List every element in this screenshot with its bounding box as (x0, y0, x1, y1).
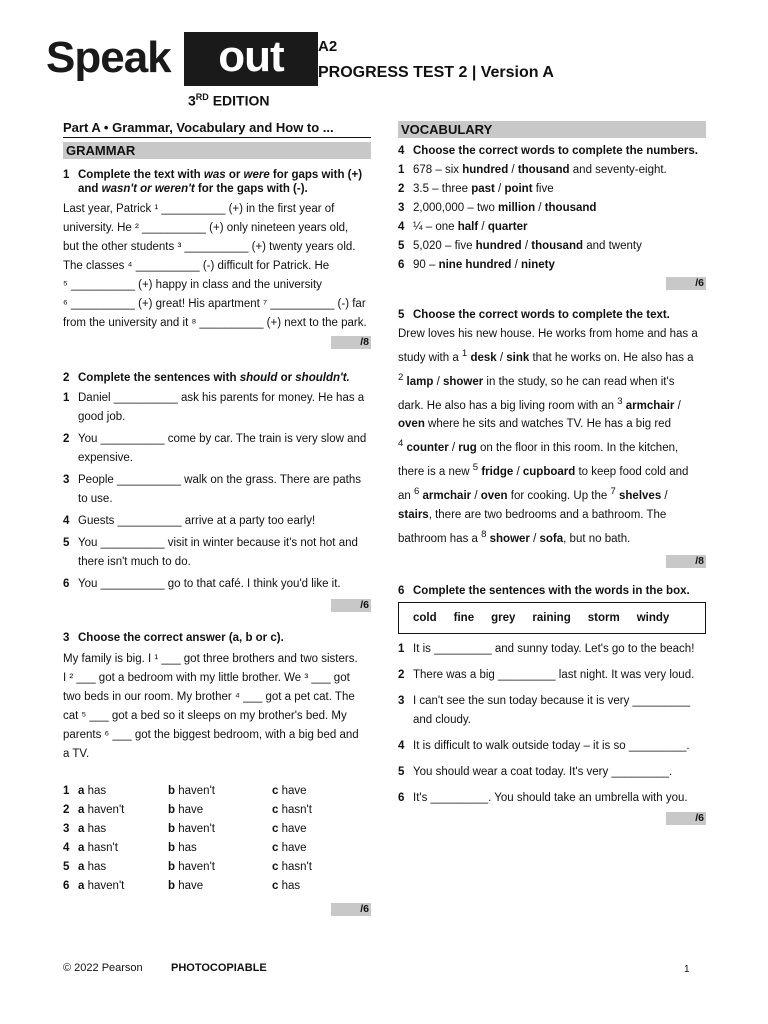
option-word: sofa (539, 532, 564, 545)
option-word: sink (506, 351, 530, 364)
option-word: desk (470, 351, 497, 364)
q1-instr-or: or (225, 169, 244, 181)
photocopiable-label: PHOTOCOPIABLE (171, 962, 267, 974)
item-text: Daniel __________ ask his parents for money. He has a good job. (78, 392, 365, 423)
text: , but no bath. (563, 532, 631, 545)
text: where he sits and watches TV. He has a big red (424, 418, 671, 431)
option-word: armchair (625, 399, 675, 412)
q4-instr-text: Choose the correct words to complete the numbers. (413, 145, 698, 157)
q6-item (398, 692, 706, 730)
edition-ordinal: 3 (188, 92, 196, 109)
q4-items (398, 161, 706, 275)
option-a: haven't (87, 880, 125, 892)
gap-number: 2 (398, 371, 404, 383)
gap-number: 7 (610, 486, 616, 498)
item-text: It is _________ and sunny today. Let's go to the beach! (413, 642, 695, 655)
option-word: oven (480, 489, 508, 502)
q5-line (398, 434, 706, 458)
q2-score: /6 (331, 599, 371, 612)
q2-item (63, 575, 371, 594)
item-text: I can't see the sun today because it is very _________ and cloudy. (413, 694, 691, 726)
option-word: past (471, 183, 495, 195)
option-number: 3 (63, 823, 70, 835)
item-number: 1 (398, 164, 405, 176)
slash: / (511, 259, 522, 271)
logo-word-out: out (184, 32, 318, 86)
q6-items (398, 640, 706, 808)
q5-line (398, 506, 706, 525)
grammar-band: GRAMMAR (63, 142, 371, 159)
box-word: grey (491, 611, 516, 624)
q6-item (398, 789, 706, 808)
q6-item (398, 737, 706, 756)
q5-text (398, 325, 706, 549)
box-word: cold (413, 611, 437, 624)
q3-instruction (63, 631, 371, 645)
item-pre: 3.5 – three (413, 183, 472, 195)
item-text: You __________ go to that café. I think you'd like it. (78, 578, 341, 590)
option-word: thousand (517, 164, 570, 176)
item-number: 3 (398, 202, 405, 214)
item-number: 4 (398, 221, 405, 233)
slash: / (513, 466, 523, 479)
q2-items (63, 389, 371, 594)
item-pre: 90 – (413, 259, 439, 271)
vocabulary-band: VOCABULARY (398, 121, 706, 138)
q5-line (398, 392, 706, 416)
item-text: Guests __________ arrive at a party too early! (78, 515, 316, 527)
text: an (398, 489, 414, 502)
edition-label (188, 92, 269, 109)
item-post: five (532, 183, 554, 195)
item-number: 1 (398, 642, 405, 655)
q4-item (398, 180, 706, 199)
q1-instr-was: was (203, 169, 226, 181)
q3-line: parents ⁶ ___ got the biggest bedroom, with a big bed and (63, 729, 359, 741)
right-column (398, 121, 706, 828)
option-word: lamp (406, 375, 434, 388)
text: there is a new (398, 466, 473, 479)
slash: / (496, 351, 507, 364)
item-number: 5 (398, 765, 405, 778)
q1-instr-text2: for gaps with (+) and (78, 169, 363, 195)
q1-instruction (63, 168, 371, 196)
option-word: armchair (422, 489, 472, 502)
q2-instr-text: Complete the sentences with (78, 372, 240, 384)
option-b: haven't (178, 785, 215, 797)
q2-item (63, 430, 371, 468)
slash: / (494, 183, 505, 195)
edition-suffix: RD (195, 92, 209, 102)
q3-score: /6 (331, 903, 371, 916)
q3-option-row: 1 a has b haven't c have (63, 782, 371, 801)
box-word: fine (453, 611, 475, 624)
q3-option-row: 3 a has b haven't c have (63, 820, 371, 839)
q2-item (63, 534, 371, 572)
option-c: hasn't (281, 804, 312, 816)
item-post: and twenty (583, 240, 642, 252)
option-word: thousand (531, 240, 583, 252)
q6-item (398, 763, 706, 782)
option-word: point (504, 183, 533, 195)
q1-instr-text3: for the gaps with (-). (194, 183, 308, 195)
q3-text (63, 650, 371, 764)
item-number: 2 (398, 668, 405, 681)
q6-item (398, 640, 706, 659)
q1-text (63, 200, 371, 333)
slash: / (529, 532, 540, 545)
item-number: 4 (398, 739, 405, 752)
q1-instr-were: were (243, 169, 270, 181)
q4-item (398, 256, 706, 275)
text: bathroom has a (398, 532, 482, 545)
q6-score: /6 (666, 812, 706, 825)
option-c: have (281, 823, 307, 835)
q3-line: two beds in our room. My brother ⁴ ___ got a pet cat. The (63, 691, 355, 703)
slash: / (433, 375, 443, 388)
page-number: 1 (684, 964, 690, 975)
option-a: has (87, 823, 107, 835)
option-word: hundred (475, 240, 522, 252)
q3-line: cat ⁵ ___ got a bed so it sleeps on my brother's bed. My (63, 710, 347, 722)
item-number: 6 (63, 578, 70, 590)
option-b: has (178, 842, 197, 854)
q2-item (63, 389, 371, 427)
option-number: 6 (63, 880, 70, 892)
option-c: have (281, 785, 307, 797)
gap-number: 4 (398, 438, 404, 450)
option-word: thousand (544, 202, 597, 214)
q1-line: Last year, Patrick ¹ __________ (+) in the first year of (63, 203, 335, 215)
word-box (398, 602, 706, 634)
text: for cooking. Up the (507, 489, 611, 502)
edition-word: EDITION (212, 92, 270, 109)
level-label: A2 (318, 38, 338, 55)
q1-line: but the other students ³ __________ (+) twenty years old. (63, 241, 356, 253)
item-number: 4 (63, 515, 70, 527)
item-number: 3 (398, 694, 405, 707)
slash: / (508, 164, 518, 176)
gap-number: 3 (617, 395, 623, 407)
box-word: windy (636, 611, 670, 624)
q3-option-row: 4 a hasn't b has c have (63, 839, 371, 858)
item-text: It is difficult to walk outside today – it is so _________. (413, 739, 690, 752)
q5-score: /8 (666, 555, 706, 568)
item-pre: 5,020 – five (413, 240, 476, 252)
q4-item (398, 199, 706, 218)
option-word: stairs (398, 508, 429, 521)
gap-number: 1 (461, 348, 468, 359)
q3-options (63, 782, 371, 896)
q6-item (398, 666, 706, 685)
left-column (63, 120, 371, 916)
q1-instr-neg: wasn't or weren't (101, 183, 195, 195)
item-text: You should wear a coat today. It's very _________. (413, 765, 673, 778)
option-b: haven't (178, 823, 215, 835)
item-text: There was a big _________ last night. It was very loud. (413, 668, 695, 681)
q4-score: /6 (666, 277, 706, 290)
q2-instr-or: or (277, 372, 296, 384)
text: dark. He also has a big living room with an (398, 399, 618, 412)
q3-instr-text: Choose the correct answer (a, b or c). (78, 632, 284, 644)
option-b: haven't (178, 861, 215, 873)
item-pre: 2,000,000 – two (413, 202, 499, 214)
option-word: half (457, 221, 479, 233)
option-word: shower (442, 375, 484, 388)
q1-line: from the university and it ⁸ __________ (+) next to the park. (63, 317, 367, 329)
text: to keep food cold and (575, 466, 689, 479)
q1-instr-text: Complete the text with (78, 169, 204, 181)
q1-line: university. He ² __________ (+) only nineteen years old, (63, 222, 349, 234)
option-number: 1 (63, 785, 70, 797)
option-a: has (87, 785, 107, 797)
item-text: People __________ walk on the grass. There are paths to use. (78, 474, 362, 505)
q2-item (63, 471, 371, 509)
text: / (661, 489, 668, 502)
item-number: 2 (398, 183, 405, 195)
option-c: have (281, 842, 307, 854)
option-b: have (178, 880, 204, 892)
text: that he works on. He also has a (529, 351, 694, 364)
q3-option-row: 6 a haven't b have c has (63, 877, 371, 896)
gap-number: 5 (472, 462, 479, 474)
option-word: shower (489, 532, 530, 545)
box-word: raining (532, 611, 571, 624)
q6-instruction (398, 584, 706, 598)
item-number: 5 (398, 240, 405, 252)
item-number: 1 (63, 392, 70, 404)
item-text: You __________ come by car. The train is very slow and expensive. (78, 433, 367, 464)
option-word: nine hundred (438, 259, 512, 271)
q3-line: I ² ___ got a bedroom with my little brother. We ³ ___ got (63, 672, 350, 684)
item-pre: ¼ – one (413, 221, 458, 233)
q6-instr-text: Complete the sentences with the words in the box. (413, 584, 690, 597)
option-number: 4 (63, 842, 70, 854)
option-c: hasn't (281, 861, 312, 873)
option-word: rug (458, 442, 477, 455)
q5-line (398, 415, 706, 434)
q6-number: 6 (398, 584, 405, 597)
gap-number: 6 (414, 486, 420, 498)
option-a: haven't (87, 804, 125, 816)
text: / (674, 399, 681, 412)
item-number: 6 (398, 791, 405, 804)
option-a: has (87, 861, 107, 873)
box-word: storm (587, 611, 620, 624)
q2-instruction (63, 371, 371, 385)
text: in the study, so he can read when it's (483, 375, 675, 388)
q5-line (398, 525, 706, 549)
item-pre: 678 – six (413, 164, 463, 176)
option-word: oven (398, 418, 425, 431)
item-number: 5 (63, 537, 70, 549)
q1-line: ⁵ __________ (+) happy in class and the university (63, 279, 322, 291)
q3-option-row: 2 a haven't b have c hasn't (63, 801, 371, 820)
q5-number: 5 (398, 309, 405, 321)
item-post: and seventy-eight. (569, 164, 667, 176)
option-a: hasn't (87, 842, 118, 854)
part-title: Part A • Grammar, Vocabulary and How to ... (63, 120, 371, 138)
option-number: 2 (63, 804, 70, 816)
q1-number: 1 (63, 169, 70, 181)
q3-number: 3 (63, 632, 70, 644)
option-number: 5 (63, 861, 70, 873)
q1-score: /8 (331, 336, 371, 349)
slash: / (471, 489, 481, 502)
q4-number: 4 (398, 145, 405, 157)
q5-line (398, 482, 706, 506)
item-number: 6 (398, 259, 405, 271)
q2-instr-should: should (239, 372, 278, 384)
option-b: have (178, 804, 204, 816)
option-word: ninety (521, 259, 555, 271)
slash: / (448, 442, 459, 455)
slash: / (535, 202, 545, 214)
q5-instruction (398, 308, 706, 322)
q1-line: ⁶ __________ (+) great! His apartment ⁷ __________ (-) far (63, 298, 366, 310)
q2-number: 2 (63, 372, 70, 384)
item-number: 2 (63, 433, 70, 445)
gap-number: 8 (481, 528, 487, 540)
q2-item (63, 512, 371, 531)
q4-instruction (398, 144, 706, 158)
test-title: PROGRESS TEST 2 | Version A (318, 64, 554, 81)
slash: / (521, 240, 532, 252)
slash: / (478, 221, 488, 233)
option-word: quarter (487, 221, 528, 233)
item-number: 3 (63, 474, 70, 486)
copyright: © 2022 Pearson (63, 962, 143, 974)
q3-option-row: 5 a has b haven't c hasn't (63, 858, 371, 877)
text: Drew loves his new house. He works from home and has a (398, 328, 698, 340)
q5-line (398, 368, 706, 392)
q5-line (398, 325, 706, 344)
text: study with a (398, 351, 462, 364)
item-text: You __________ visit in winter because it's not hot and there isn't much to do. (78, 537, 358, 568)
q5-line (398, 458, 706, 482)
q3-line: a TV. (63, 748, 90, 760)
option-word: shelves (619, 489, 662, 502)
text: on the floor in this room. In the kitchen, (476, 442, 679, 455)
option-word: counter (406, 442, 449, 455)
option-word: hundred (462, 164, 509, 176)
option-word: million (498, 202, 536, 214)
q5-instr-text: Choose the correct words to complete the text. (413, 309, 670, 321)
logo-word-speak: Speak (46, 33, 171, 82)
q2-instr-shouldnt: shouldn't. (295, 372, 350, 384)
q1-line: The classes ⁴ __________ (-) difficult for Patrick. He (63, 260, 330, 272)
option-word: fridge (481, 466, 514, 479)
text: , there are two bedrooms and a bathroom. The (428, 508, 667, 521)
option-word: cupboard (522, 466, 576, 479)
q4-item (398, 218, 706, 237)
option-c: has (281, 880, 301, 892)
item-text: It's _________. You should take an umbrella with you. (413, 791, 688, 804)
q4-item (398, 237, 706, 256)
q4-item (398, 161, 706, 180)
q5-line (398, 344, 706, 368)
q3-line: My family is big. I ¹ ___ got three brothers and two sisters. (63, 653, 358, 665)
